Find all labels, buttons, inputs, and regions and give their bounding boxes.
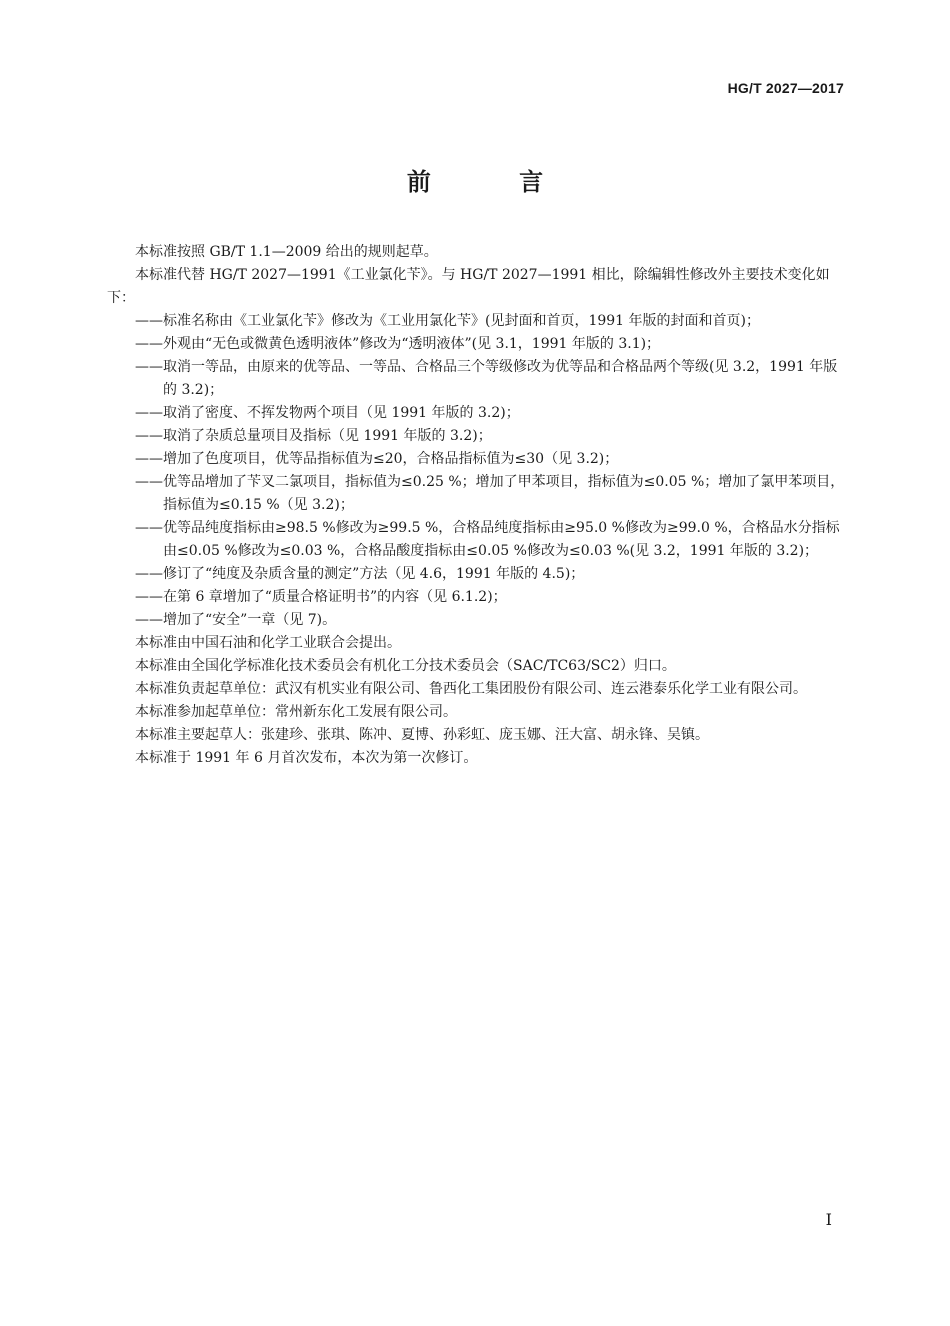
paragraph: 本标准按照 GB/T 1.1—2009 给出的规则起草。 <box>135 244 438 260</box>
change-item: ——增加了色度项目，优等品指标值为≤20，合格品指标值为≤30（见 3.2)； <box>135 451 619 467</box>
change-item: ——在第 6 章增加了“质量合格证明书”的内容（见 6.1.2)； <box>135 589 507 605</box>
paragraph: 本标准于 1991 年 6 月首次发布，本次为第一次修订。 <box>135 750 478 766</box>
paragraph: 本标准由中国石油和化学工业联合会提出。 <box>135 635 401 651</box>
change-item: ——取消一等品，由原来的优等品、一等品、合格品三个等级修改为优等品和合格品两个等级(见 3.2，1991 年版的 3.2)； <box>135 359 838 398</box>
change-item: ——增加了“安全”一章（见 7)。 <box>135 612 337 628</box>
change-item: ——优等品纯度指标由≥98.5 %修改为≥99.5 %，合格品纯度指标由≥95.0 %修改为≥99.0 %，合格品水分指标由≤0.05 %修改为≤0.03 %，合格品酸度指标由≤0.05 %修改为≤0.03 %(见 3.2，1991 年版的 3.2)； <box>135 520 840 559</box>
page-number: I <box>825 1210 832 1229</box>
change-item: ——标准名称由《工业氯化苄》修改为《工业用氯化苄》(见封面和首页，1991 年版的封面和首页)； <box>135 313 761 329</box>
change-item: ——外观由“无色或微黄色透明液体”修改为“透明液体”(见 3.1，1991 年版的 3.1)； <box>135 336 661 352</box>
change-item: ——修订了“纯度及杂质含量的测定”方法（见 4.6，1991 年版的 4.5)； <box>135 566 585 582</box>
paragraph: 本标准由全国化学标准化技术委员会有机化工分技术委员会（SAC/TC63/SC2）归口。 <box>135 658 676 674</box>
paragraph: 本标准参加起草单位：常州新东化工发展有限公司。 <box>135 704 457 720</box>
page-title: 前 言 <box>406 167 584 196</box>
change-item: ——取消了密度、不挥发物两个项目（见 1991 年版的 3.2)； <box>135 405 520 421</box>
change-item: ——优等品增加了苄叉二氯项目，指标值为≤0.25 %；增加了甲苯项目，指标值为≤0.05 %；增加了氯甲苯项目，指标值为≤0.15 %（见 3.2)； <box>135 474 845 513</box>
standard-code: HG/T 2027—2017 <box>727 80 844 96</box>
change-item: ——取消了杂质总量项目及指标（见 1991 年版的 3.2)； <box>135 428 492 444</box>
paragraph: 本标准代替 HG/T 2027—1991《工业氯化苄》。与 HG/T 2027—1991 相比，除编辑性修改外主要技术变化如下： <box>107 267 830 306</box>
foreword-body <box>107 241 847 770</box>
paragraph: 本标准负责起草单位：武汉有机实业有限公司、鲁西化工集团股份有限公司、连云港泰乐化学工业有限公司。 <box>135 681 807 697</box>
paragraph: 本标准主要起草人：张建珍、张琪、陈冲、夏博、孙彩虹、庞玉娜、汪大富、胡永锋、吴镇。 <box>135 727 709 743</box>
